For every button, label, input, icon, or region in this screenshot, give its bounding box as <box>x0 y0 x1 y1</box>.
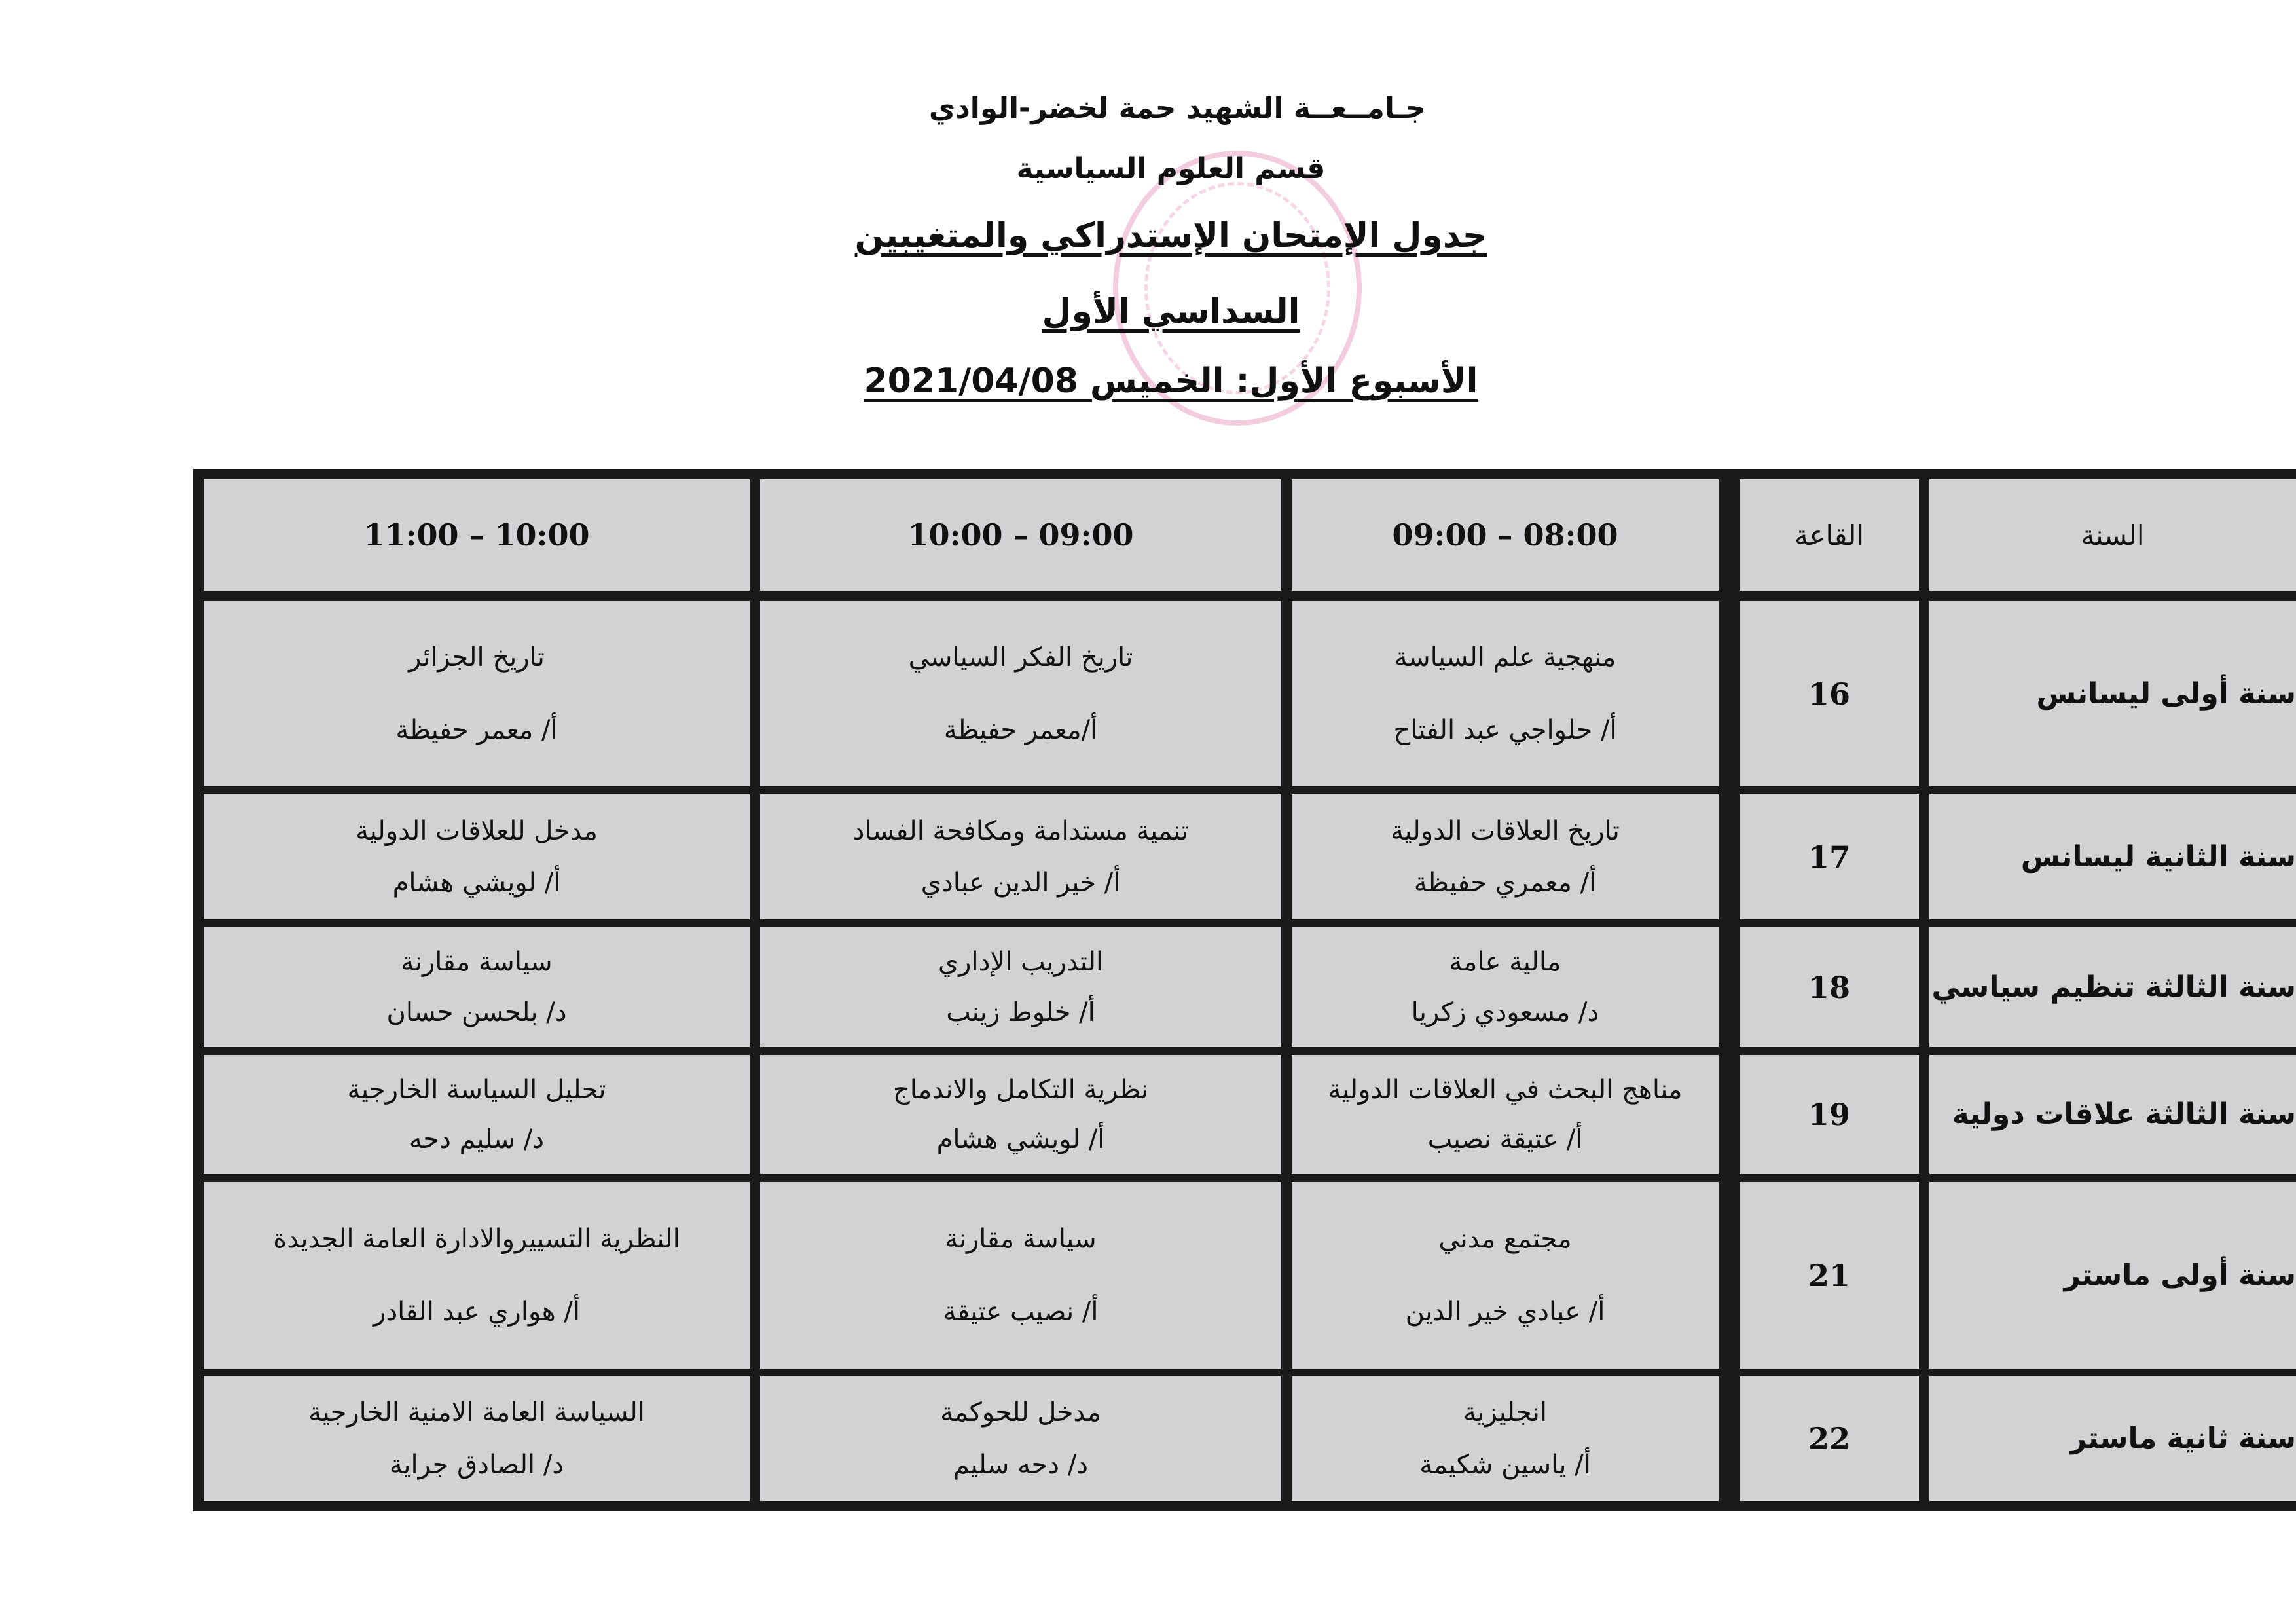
room-cell: 22 <box>1740 1376 1919 1501</box>
year-label: سنة أولى ماستر <box>2064 1258 2296 1292</box>
column-year <box>1929 479 2296 1501</box>
table-cell <box>760 601 1281 786</box>
subject-name: تنمية مستدامة ومكافحة الفساد <box>852 815 1189 846</box>
professor-name: د/ بلحسن حسان <box>386 997 567 1027</box>
professor-name: أ/ هواري عبد القادر <box>373 1297 581 1327</box>
room-cell: 18 <box>1740 927 1919 1047</box>
professor-name: د/ مسعودي زكريا <box>1411 997 1599 1027</box>
table-cell <box>204 927 750 1047</box>
subject-name: مدخل للحوكمة <box>940 1397 1101 1428</box>
subject-name: سياسة مقارنة <box>945 1224 1097 1254</box>
header-slot-2: 09:00 – 10:00 <box>760 479 1281 591</box>
professor-name: أ/ خير الدين عبادي <box>920 868 1121 898</box>
table-cell <box>204 1182 750 1369</box>
professor-name: أ/ عتيقة نصيب <box>1427 1124 1583 1155</box>
table-cell <box>1292 601 1719 786</box>
professor-name: د/ دحه سليم <box>953 1449 1089 1480</box>
subject-name: مناهج البحث في العلاقات الدولية <box>1328 1074 1683 1105</box>
department-name: قسم العلوم السياسية <box>1016 152 1326 185</box>
year-label: سنة ثانية ماستر <box>2069 1422 2296 1455</box>
header-room: القاعة <box>1740 479 1919 591</box>
year-cell <box>1929 1376 2296 1501</box>
column-slot-3 <box>204 479 750 1501</box>
year-cell <box>1929 927 2296 1047</box>
subject-name: تحليل السياسة الخارجية <box>347 1074 606 1105</box>
column-slot-1 <box>1292 479 1919 1501</box>
room-cell: 19 <box>1740 1055 1919 1174</box>
table-cell <box>760 1055 1281 1174</box>
subject-name: مجتمع مدني <box>1438 1224 1572 1254</box>
subject-name: نظرية التكامل والاندماج <box>892 1074 1149 1105</box>
year-label: سنة أولى ليسانس <box>2036 676 2296 710</box>
professor-name: أ/معمر حفيظة <box>943 714 1098 745</box>
professor-name: أ/ حلواجي عبد الفتاح <box>1393 714 1617 745</box>
header-year: السنة <box>1929 479 2296 591</box>
table-cell <box>1292 794 1719 919</box>
subject-name: تاريخ الفكر السياسي <box>908 642 1133 673</box>
subject-name: التدريب الإداري <box>938 947 1104 977</box>
table-cell <box>1292 1055 1719 1174</box>
table-cell <box>760 794 1281 919</box>
subject-name: تاريخ العلاقات الدولية <box>1391 815 1620 846</box>
header-slot-1: 08:00 – 09:00 <box>1292 479 1719 591</box>
professor-name: أ/ عبادي خير الدين <box>1405 1297 1605 1327</box>
subject-name: مدخل للعلاقات الدولية <box>355 815 598 846</box>
table-cell <box>1292 927 1719 1047</box>
table-cell <box>760 1182 1281 1369</box>
room-cell: 17 <box>1740 794 1919 919</box>
university-name: جـامــعــة الشهيد حمة لخضر-الوادي <box>928 92 1427 125</box>
year-cell <box>1929 794 2296 919</box>
professor-name: أ/ ياسين شكيمة <box>1419 1449 1591 1480</box>
room-cell: 21 <box>1740 1182 1919 1369</box>
year-label: سنة الثالثة تنظيم سياسي <box>1931 970 2296 1004</box>
year-cell <box>1929 1055 2296 1174</box>
table-cell <box>760 927 1281 1047</box>
professor-name: أ/ نصيب عتيقة <box>943 1297 1099 1327</box>
exam-schedule-table <box>193 469 2296 1511</box>
table-cell <box>204 601 750 786</box>
column-slot-2 <box>760 479 1281 1501</box>
professor-name: د/ الصادق جراية <box>389 1449 564 1480</box>
table-cell <box>760 1376 1281 1501</box>
schedule-title: جدول الإمتحان الإستدراكي والمتغيبين <box>854 216 1487 255</box>
professor-name: أ/ خلوط زينب <box>946 997 1095 1027</box>
table-cell <box>204 1376 750 1501</box>
professor-name: أ/ معمر حفيظة <box>395 714 558 745</box>
semester-label: السداسي الأول <box>1042 292 1300 331</box>
professor-name: أ/ معمري حفيظة <box>1413 868 1597 898</box>
year-cell <box>1929 1182 2296 1369</box>
header-slot-3: 10:00 – 11:00 <box>204 479 750 591</box>
year-label: سنة الثانية ليسانس <box>2020 840 2296 874</box>
subject-name: تاريخ الجزائر <box>409 642 545 673</box>
room-cell: 16 <box>1740 601 1919 786</box>
professor-name: أ/ لويشي هشام <box>936 1124 1105 1155</box>
year-label: سنة الثالثة علاقات دولية <box>1952 1098 2296 1131</box>
table-cell <box>204 794 750 919</box>
subject-name: النظرية التسييروالادارة العامة الجديدة <box>273 1224 680 1254</box>
subject-name: السياسة العامة الامنية الخارجية <box>308 1397 645 1428</box>
week-date-label: الأسبوع الأول: الخميس 2021/04/08 <box>864 361 1478 401</box>
table-cell <box>1292 1376 1719 1501</box>
professor-name: أ/ لويشي هشام <box>392 868 561 898</box>
subject-name: مالية عامة <box>1449 947 1561 977</box>
professor-name: د/ سليم دحه <box>409 1124 545 1155</box>
subject-name: منهجية علم السياسة <box>1394 642 1616 673</box>
table-cell <box>1292 1182 1719 1369</box>
subject-name: انجليزية <box>1463 1397 1548 1428</box>
subject-name: سياسة مقارنة <box>401 947 553 977</box>
table-cell <box>204 1055 750 1174</box>
year-cell <box>1929 601 2296 786</box>
